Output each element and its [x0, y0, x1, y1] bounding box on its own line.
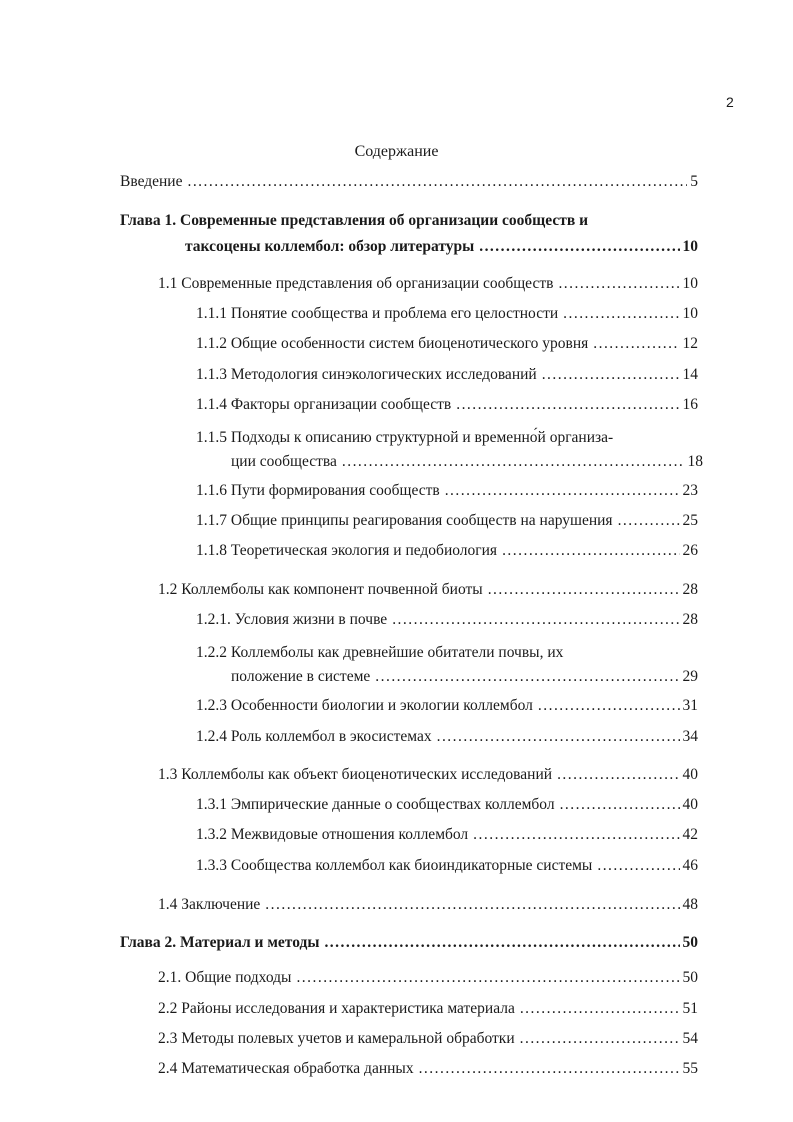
toc-entry-text: 1.1.6 Пути формирования сообществ	[196, 482, 440, 499]
toc-entry-text: таксоцены коллембол: обзор литературы	[185, 238, 475, 255]
toc-entry-page: 25	[682, 512, 698, 529]
toc-entry-text: 2.3 Методы полевых учетов и камеральной обработки	[158, 1030, 515, 1047]
toc-entry-1-2-3	[196, 696, 698, 716]
toc-entry-1-3-3	[196, 856, 698, 876]
toc-entry-page: 10	[682, 275, 698, 292]
toc-entry-page: 10	[682, 305, 698, 322]
toc-entry-1-1-5-line1: 1.1.5 Подходы к описанию структурной и временно́й организа-	[196, 429, 614, 446]
leader-dots	[375, 667, 679, 687]
leader-dots	[296, 968, 679, 988]
chapter-1-title-line1: Глава 1. Современные представления об организации сообществ и	[120, 212, 588, 229]
toc-entry-1-1-5	[231, 452, 703, 472]
toc-entry-1-1-3	[196, 365, 698, 385]
toc-entry-text: 1.2.1. Условия жизни в почве	[196, 611, 388, 628]
toc-entry-page: 55	[682, 1060, 698, 1077]
toc-title: Содержание	[354, 143, 439, 160]
toc-entry-1-1-4	[196, 395, 698, 415]
leader-dots	[324, 933, 679, 953]
toc-entry-text: 1.1 Современные представления об организации сообществ	[158, 275, 554, 292]
toc-entry-text: 1.2.3 Особенности биологии и экологии коллембол	[196, 697, 533, 714]
toc-entry-text: 1.1.4 Факторы организации сообществ	[196, 396, 452, 413]
toc-entry-chapter-1	[185, 237, 698, 257]
toc-entry-1-4	[158, 895, 698, 915]
toc-entry-2-4	[158, 1059, 698, 1079]
toc-entry-page: 42	[682, 826, 698, 843]
toc-entry-1-3-2	[196, 825, 698, 845]
toc-entry-page: 51	[682, 1000, 698, 1017]
leader-dots	[502, 541, 679, 561]
toc-entry-1-1-7	[196, 511, 698, 531]
leader-dots	[597, 856, 679, 876]
toc-entry-text: 1.1.1 Понятие сообщества и проблема его целостности	[196, 305, 559, 322]
toc-entry-text: 1.1.7 Общие принципы реагирования сообществ на нарушения	[196, 512, 613, 529]
leader-dots	[560, 795, 680, 815]
toc-entry-text: 1.2.4 Роль коллембол в экосистемах	[196, 728, 432, 745]
toc-entry-1-1-2	[196, 334, 698, 354]
toc-entry-page: 10	[682, 238, 698, 255]
leader-dots	[456, 395, 679, 415]
leader-dots	[437, 727, 680, 747]
toc-entry-text: 2.1. Общие подходы	[158, 969, 292, 986]
leader-dots	[558, 274, 679, 294]
toc-entry-1-2-4	[196, 727, 698, 747]
toc-entry-page: 40	[682, 766, 698, 783]
toc-entry-2-2	[158, 999, 698, 1019]
leader-dots	[520, 1029, 680, 1049]
leader-dots	[488, 580, 680, 600]
toc-entry-2-1	[158, 968, 698, 988]
leader-dots	[538, 696, 680, 716]
toc-entry-1-3	[158, 765, 698, 785]
toc-entry-text: 2.4 Математическая обработка данных	[158, 1060, 414, 1077]
toc-entry-page: 28	[682, 611, 698, 628]
toc-entry-text: Глава 2. Материал и методы	[120, 934, 320, 951]
toc-entry-1-3-1	[196, 795, 698, 815]
toc-entry-text: 2.2 Районы исследования и характеристика материала	[158, 1000, 515, 1017]
leader-dots	[618, 511, 680, 531]
toc-entry-page: 40	[682, 796, 698, 813]
toc-entry-1-2	[158, 580, 698, 600]
toc-entry-text: 1.4 Заключение	[158, 896, 261, 913]
toc-entry-page: 29	[682, 668, 698, 685]
toc-entry-1-2-2	[231, 667, 698, 687]
leader-dots	[265, 895, 679, 915]
leader-dots	[479, 237, 679, 257]
toc-entry-text: 1.3.1 Эмпирические данные о сообществах коллембол	[196, 796, 555, 813]
toc-entry-2-3	[158, 1029, 698, 1049]
toc-entry-page: 18	[687, 453, 703, 470]
toc-entry-page: 12	[682, 335, 698, 352]
toc-entry-1-1-1	[196, 304, 698, 324]
leader-dots	[419, 1059, 680, 1079]
leader-dots	[557, 765, 679, 785]
toc-entry-chapter-2	[120, 933, 698, 953]
leader-dots	[563, 304, 679, 324]
toc-entry-text: 1.3.2 Межвидовые отношения коллембол	[196, 826, 469, 843]
toc-entry-text: 1.2 Коллемболы как компонент почвенной биоты	[158, 581, 483, 598]
toc-entry-page: 14	[682, 366, 698, 383]
toc-entry-page: 54	[682, 1030, 698, 1047]
leader-dots	[473, 825, 679, 845]
leader-dots	[392, 610, 679, 630]
toc-entry-intro	[120, 172, 698, 192]
toc-entry-1-2-2-line1: 1.2.2 Коллемболы как древнейшие обитатели почвы, их	[196, 644, 564, 661]
toc-entry-page: 5	[690, 173, 698, 190]
toc-entry-page: 50	[682, 969, 698, 986]
toc-entry-text: ции сообщества	[231, 453, 337, 470]
leader-dots	[593, 334, 679, 354]
toc-entry-page: 26	[682, 542, 698, 559]
toc-entry-1-1-6	[196, 481, 698, 501]
toc-entry-text: 1.1.2 Общие особенности систем биоценотического уровня	[196, 335, 589, 352]
toc-entry-text: 1.3.3 Сообщества коллембол как биоиндикаторные системы	[196, 857, 593, 874]
toc-entry-page: 50	[682, 934, 698, 951]
leader-dots	[445, 481, 680, 501]
toc-entry-text: 1.3 Коллемболы как объект биоценотических исследований	[158, 766, 553, 783]
leader-dots	[187, 172, 687, 192]
toc-entry-text: положение в системе	[231, 668, 371, 685]
page-number: 2	[726, 94, 734, 110]
toc-entry-page: 31	[682, 697, 698, 714]
toc-entry-page: 34	[682, 728, 698, 745]
toc-entry-text: 1.1.3 Методология синэкологических исследований	[196, 366, 537, 383]
toc-entry-page: 28	[682, 581, 698, 598]
toc-entry-page: 46	[682, 857, 698, 874]
toc-entry-text: 1.1.8 Теоретическая экология и педобиология	[196, 542, 498, 559]
toc-entry-page: 16	[682, 396, 698, 413]
toc-entry-page: 23	[682, 482, 698, 499]
toc-entry-1-2-1	[196, 610, 698, 630]
leader-dots	[342, 452, 685, 472]
leader-dots	[520, 999, 680, 1019]
toc-entry-text: Введение	[120, 173, 183, 190]
toc-entry-1-1	[158, 274, 698, 294]
toc-entry-page: 48	[682, 896, 698, 913]
leader-dots	[542, 365, 680, 385]
toc-entry-1-1-8	[196, 541, 698, 561]
